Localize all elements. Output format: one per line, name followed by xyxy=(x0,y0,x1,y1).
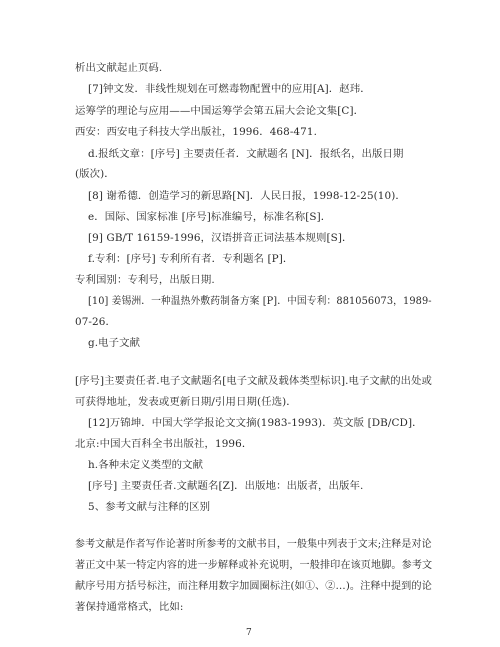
text-line: d.报纸文章：[序号] 主要责任者．文献题名 [N]．报纸名，出版日期 xyxy=(88,148,404,160)
text-line: 北京:中国大百科全书出版社，1996． xyxy=(75,438,253,450)
text-line: (版次)． xyxy=(75,168,115,180)
text-line: [10] 姜锡洲．一种温热外敷药制备方案 [P]．中国专利：881056073，1989- xyxy=(88,295,432,307)
text-line: 07-26． xyxy=(75,316,116,328)
text-line: 可获得地址，发表或更新日期/引用日期(任选)． xyxy=(75,396,297,408)
text-line: f.专利：[序号] 专利所有者．专利题名 [P]． xyxy=(88,253,294,265)
text-line: [9] GB/T 16159-1996，汉语拼音正词法基本规则[S]． xyxy=(88,232,353,244)
page-number: 7 xyxy=(246,628,252,638)
text-line: [12]万锦坤．中国大学学报论文文摘(1983-1993)．英文版 [DB/CD]． xyxy=(88,417,423,429)
text-line: 著正文中某一特定内容的进一步解释或补充说明，一般排印在该页地脚。参考文 xyxy=(75,559,433,571)
text-line: [7]钟文发．非线性规划在可燃毒物配置中的应用[A]．赵玮． xyxy=(88,83,371,95)
text-line: 西安：西安电子科技大学出版社，1996．468-471. xyxy=(75,126,317,138)
text-line: 专利国别：专利号，出版日期. xyxy=(75,274,215,286)
text-line: g.电子文献 xyxy=(88,337,141,349)
text-line: [序号] 主要责任者.文献题名[Z]．出版地：出版者，出版年. xyxy=(88,480,364,492)
text-line: 5、参考文献与注释的区别 xyxy=(88,501,211,513)
text-line: e．国际、国家标准 [序号]标准编号，标准名称[S]． xyxy=(88,211,332,223)
text-line: 献序号用方括号标注，而注释用数字加圆圈标注(如①、②…)。注释中提到的论 xyxy=(75,580,432,592)
text-line: [序号]主要责任者.电子文献题名[电子文献及载体类型标识].电子文献的出处或 xyxy=(75,375,432,387)
text-line: h.各种未定义类型的文献 xyxy=(88,459,204,471)
text-line: 著保持通常格式，比如: xyxy=(75,601,184,613)
text-line: 析出文献起止页码. xyxy=(75,62,163,74)
text-line: 参考文献是作者写作论著时所参考的文献书目，一般集中列表于文末;注释是对论 xyxy=(75,538,432,550)
text-line: 运筹学的理论与应用——中国运筹学会第五届大会论文集[C]． xyxy=(75,105,365,117)
text-line: [8] 谢希德．创造学习的新思路[N]．人民日报，1998-12-25(10)． xyxy=(88,190,406,202)
